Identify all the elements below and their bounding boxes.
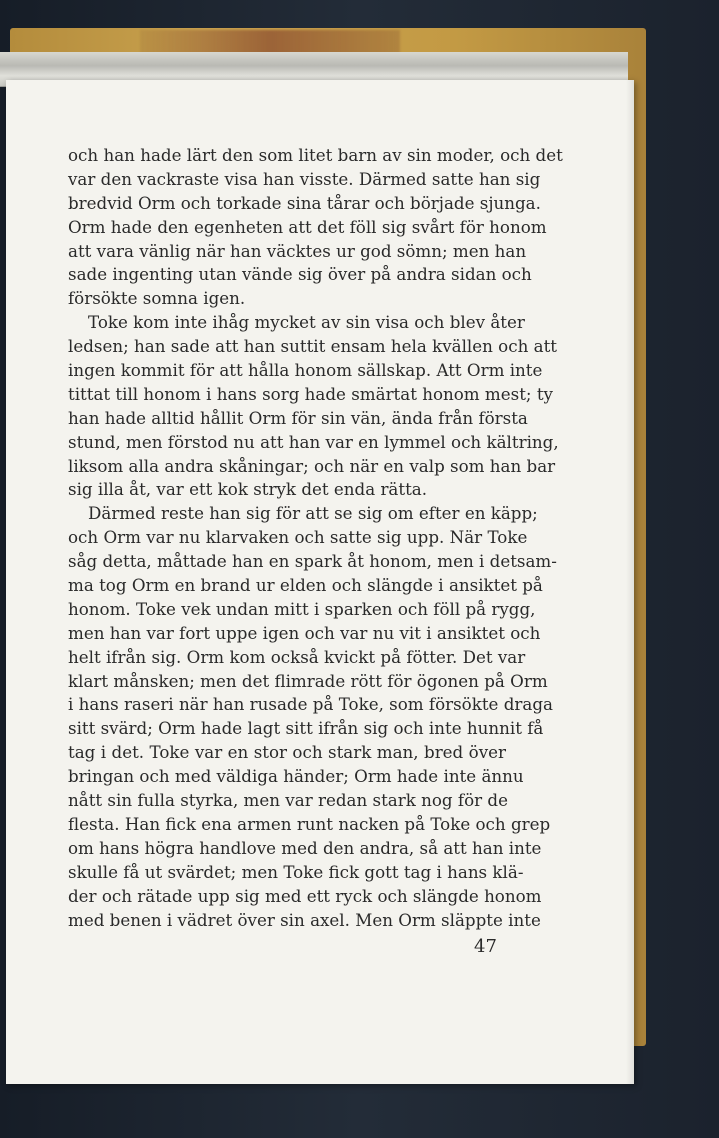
page-number: 47	[474, 936, 497, 957]
text-line: tag i det. Toke var en stor och stark man, bred över	[68, 742, 506, 763]
text-line: och han hade lärt den som litet barn av sin moder, och det	[68, 145, 563, 165]
text-line: bredvid Orm och torkade sina tårar och började sjunga.	[68, 192, 541, 213]
book-page	[6, 80, 634, 1084]
text-line: klart månsken; men det flimrade rött för ögonen på Orm	[68, 670, 548, 691]
text-line: om hans högra handlove med den andra, så att han inte	[68, 837, 542, 858]
text-line: helt ifrån sig. Orm kom också kvickt på fötter. Det var	[68, 646, 526, 667]
cover-wear-mark	[140, 30, 400, 54]
text-line: stund, men förstod nu att han var en lymmel och kältring,	[68, 431, 559, 452]
text-line: Toke kom inte ihåg mycket av sin visa och blev åter	[88, 312, 525, 333]
text-line: ledsen; han sade att han suttit ensam hela kvällen och att	[68, 336, 557, 357]
text-line: flesta. Han fick ena armen runt nacken på Toke och grep	[68, 813, 551, 834]
body-text	[68, 144, 563, 932]
text-line: honom. Toke vek undan mitt i sparken och föll på rygg,	[68, 598, 536, 619]
text-line: såg detta, måttade han en spark åt honom, men i detsam-	[68, 551, 557, 572]
text-line: Orm hade den egenheten att det föll sig svårt för honom	[68, 216, 547, 237]
text-line: ma tog Orm en brand ur elden och slängde i ansiktet på	[68, 575, 543, 596]
text-line: ingen kommit för att hålla honom sällskap. Att Orm inte	[68, 360, 543, 381]
text-line: bringan och med väldiga händer; Orm hade inte ännu	[68, 766, 524, 787]
text-line: han hade alltid hållit Orm för sin vän, ända från första	[68, 407, 528, 428]
text-line: försökte somna igen.	[68, 288, 246, 309]
text-line: der och rätade upp sig med ett ryck och slängde honom	[68, 885, 542, 906]
text-line: och Orm var nu klarvaken och satte sig upp. När Toke	[68, 527, 528, 548]
text-line: liksom alla andra skåningar; och när en valp som han bar	[68, 455, 556, 476]
text-line: att vara vänlig när han väcktes ur god sömn; men han	[68, 240, 527, 261]
text-line: med benen i vädret över sin axel. Men Orm släppte inte	[68, 909, 541, 930]
text-line: sade ingenting utan vände sig över på andra sidan och	[68, 264, 532, 285]
text-line: i hans raseri när han rusade på Toke, som försökte draga	[68, 694, 553, 715]
text-line: sig illa åt, var ett kok stryk det enda rätta.	[68, 479, 428, 500]
text-line: Därmed reste han sig för att se sig om efter en käpp;	[88, 503, 538, 524]
text-line: sitt svärd; Orm hade lagt sitt ifrån sig och inte hunnit få	[68, 718, 544, 739]
text-line: skulle få ut svärdet; men Toke fick gott tag i hans klä-	[68, 861, 524, 882]
text-line: nått sin fulla styrka, men var redan stark nog för de	[68, 790, 508, 811]
text-line: var den vackraste visa han visste. Därmed satte han sig	[68, 168, 541, 189]
page-edge-shadow	[626, 80, 634, 1084]
text-line: tittat till honom i hans sorg hade smärtat honom mest; ty	[68, 383, 553, 404]
text-line: men han var fort uppe igen och var nu vit i ansiktet och	[68, 622, 541, 643]
